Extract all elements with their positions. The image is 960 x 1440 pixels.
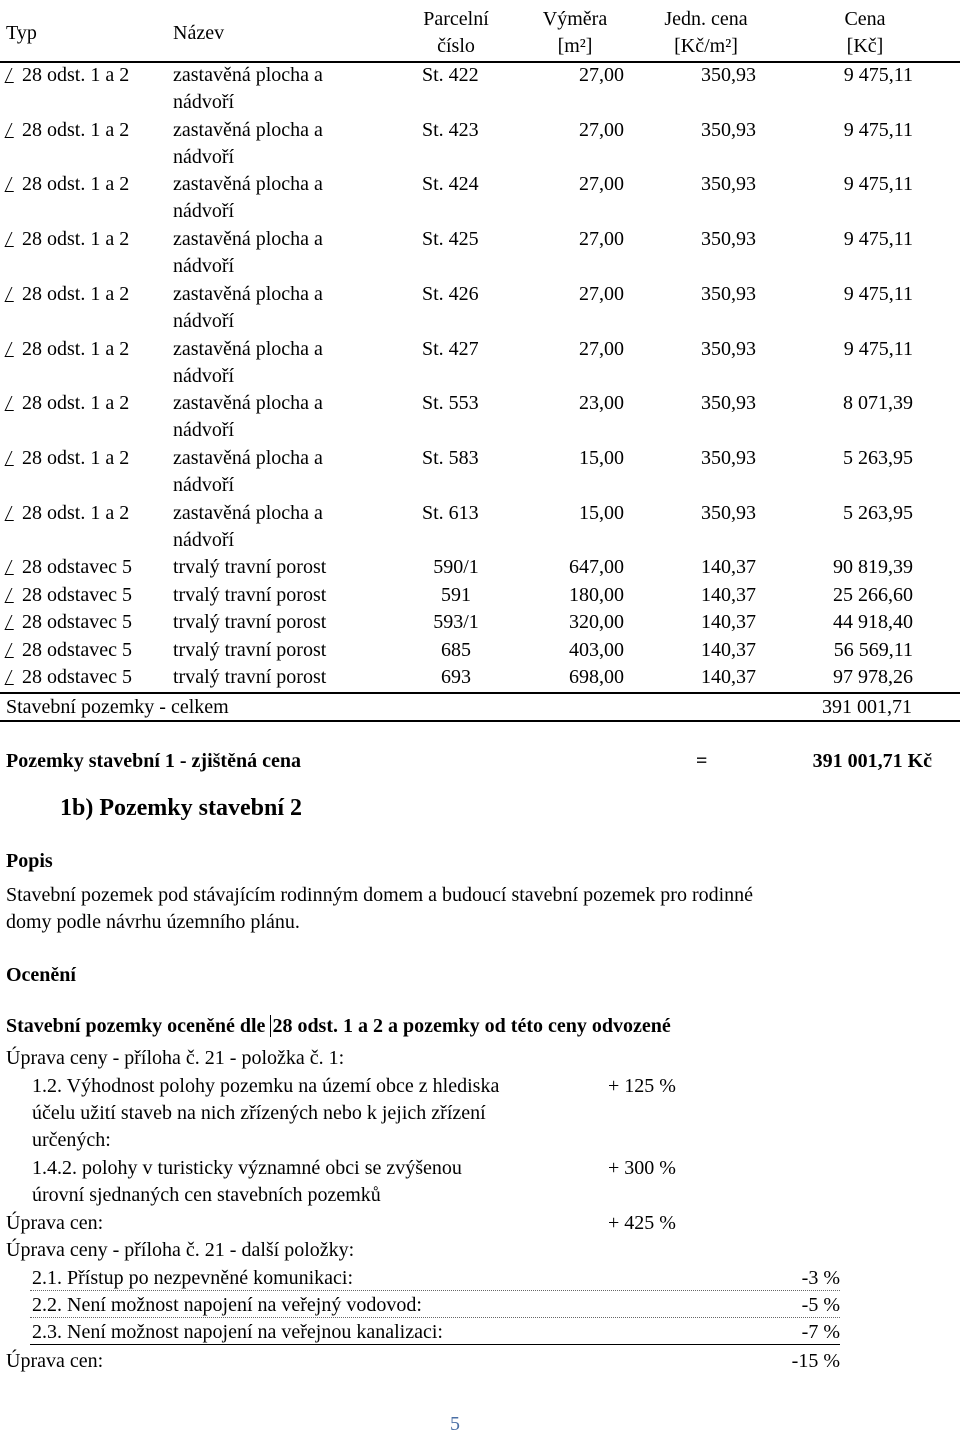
other-item-1-value: -3 % xyxy=(801,1267,840,1289)
row-marker-icon xyxy=(5,588,21,603)
row-marker-icon xyxy=(5,670,21,685)
header-parcel-2: číslo xyxy=(437,35,475,57)
cell-parcela: St. 423 xyxy=(422,118,479,141)
cell-nazev: zastavěná plocha a xyxy=(173,228,323,251)
cell-vymera: 23,00 xyxy=(579,392,624,415)
cell-parcela: 590/1 xyxy=(433,556,479,579)
cell-nazev-2: nádvoří xyxy=(173,255,235,278)
cell-nazev-2: nádvoří xyxy=(173,473,235,496)
cell-nazev: trvalý travní porost xyxy=(173,556,327,579)
cell-vymera: 27,00 xyxy=(579,337,624,360)
adjust-sum2-value: -15 % xyxy=(791,1350,840,1372)
cell-cena: 9 475,11 xyxy=(843,228,913,251)
cell-jedn-cena: 140,37 xyxy=(701,583,756,606)
cell-typ: 28 odst. 1 a 2 xyxy=(22,64,130,86)
cell-parcela: 593/1 xyxy=(433,611,479,634)
cell-vymera: 403,00 xyxy=(569,638,624,661)
valuation-subheading xyxy=(6,1013,671,1040)
cell-cena: 9 475,11 xyxy=(843,173,913,196)
cell-typ: 28 odstavec 5 xyxy=(22,665,132,688)
other-item-1-label: 2.1. Přístup po nezpevněné komunikaci: xyxy=(32,1267,354,1289)
row-marker-icon xyxy=(5,232,21,247)
adjust-item2-line1: 1.4.2. polohy v turisticky významné obci se zvýšenou xyxy=(32,1157,462,1179)
cell-cena: 5 263,95 xyxy=(843,501,913,524)
adjust-item1-line2: účelu užití staveb na nich zřízených nebo k jejich zřízení xyxy=(32,1102,486,1124)
cell-cena: 25 266,60 xyxy=(833,583,913,606)
cell-parcela: St. 426 xyxy=(422,282,479,305)
cell-typ: 28 odstavec 5 xyxy=(22,638,132,661)
cell-vymera: 647,00 xyxy=(569,556,624,579)
cell-nazev: trvalý travní porost xyxy=(173,583,327,606)
page-number: 5 xyxy=(450,1413,460,1435)
cell-cena: 56 569,11 xyxy=(833,638,913,661)
header-vymera-1: Výměra xyxy=(542,8,608,30)
cell-typ: 28 odst. 1 a 2 xyxy=(22,118,130,141)
cell-vymera: 27,00 xyxy=(579,173,624,196)
row-marker-icon xyxy=(5,643,21,658)
adjust-item1-line1: 1.2. Výhodnost polohy pozemku na území obce z hlediska xyxy=(32,1075,500,1097)
cell-jedn-cena: 350,93 xyxy=(701,446,756,469)
cell-typ: 28 odstavec 5 xyxy=(22,556,132,579)
cell-parcela: St. 613 xyxy=(422,501,479,524)
cell-cena: 9 475,11 xyxy=(843,282,913,305)
header-typ: Typ xyxy=(6,22,37,44)
cell-nazev: zastavěná plocha a xyxy=(173,118,323,141)
cell-parcela: St. 424 xyxy=(422,173,479,196)
cell-vymera: 27,00 xyxy=(579,118,624,141)
dotted-rule-2 xyxy=(30,1317,840,1318)
popis-line-1: Stavební pozemek pod stávajícím rodinným domem a budoucí stavební pozemek pro rodinné xyxy=(6,884,754,906)
summary-value: 391 001,71 Kč xyxy=(812,750,932,772)
cell-nazev: zastavěná plocha a xyxy=(173,173,323,196)
cell-jedn-cena: 350,93 xyxy=(701,228,756,251)
row-marker-icon xyxy=(5,123,21,138)
header-cena-1: Cena xyxy=(844,8,886,30)
adjust-head-1: Úprava ceny - příloha č. 21 - položka č. 1: xyxy=(6,1047,345,1069)
total-value: 391 001,71 xyxy=(822,696,912,718)
cell-vymera: 15,00 xyxy=(579,446,624,469)
cell-cena: 97 978,26 xyxy=(833,665,913,688)
row-marker-icon xyxy=(5,342,21,357)
adjust-sum2-label: Úprava cen: xyxy=(6,1350,104,1372)
adjust-item2-value: + 300 % xyxy=(608,1157,676,1179)
cell-jedn-cena: 350,93 xyxy=(701,118,756,141)
cell-parcela: 685 xyxy=(441,638,471,661)
cell-parcela: St. 422 xyxy=(422,64,479,86)
subheading-text-b: 28 odst. 1 a 2 a pozemky od této ceny odvozené xyxy=(272,1015,671,1037)
section-title: 1b) Pozemky stavební 2 xyxy=(60,795,302,821)
cell-cena: 8 071,39 xyxy=(843,392,913,415)
header-cena-2: [Kč] xyxy=(846,35,884,57)
cell-vymera: 698,00 xyxy=(569,665,624,688)
cell-cena: 9 475,11 xyxy=(843,64,913,86)
header-jedn-cena-2: [Kč/m²] xyxy=(674,35,738,57)
cell-typ: 28 odst. 1 a 2 xyxy=(22,282,130,305)
cell-nazev-2: nádvoří xyxy=(173,364,235,387)
row-marker-icon xyxy=(5,68,21,83)
adjust-item1-value: + 125 % xyxy=(608,1075,676,1097)
oceneni-heading: Ocenění xyxy=(6,964,76,986)
cell-nazev: zastavěná plocha a xyxy=(173,392,323,415)
cell-jedn-cena: 350,93 xyxy=(701,173,756,196)
cell-typ: 28 odst. 1 a 2 xyxy=(22,228,130,251)
cell-parcela: St. 427 xyxy=(422,337,479,360)
header-nazev: Název xyxy=(173,22,225,44)
other-item-3-label: 2.3. Není možnost napojení na veřejnou kanalizaci: xyxy=(32,1321,443,1343)
cell-cena: 44 918,40 xyxy=(833,611,913,634)
row-marker-icon xyxy=(5,177,21,192)
adjust-sum1-value: + 425 % xyxy=(608,1212,676,1234)
cell-vymera: 27,00 xyxy=(579,228,624,251)
cell-parcela: St. 553 xyxy=(422,392,479,415)
cell-typ: 28 odst. 1 a 2 xyxy=(22,392,130,415)
row-marker-icon xyxy=(5,615,21,630)
header-jedn-cena-1: Jedn. cena xyxy=(664,8,748,30)
cell-jedn-cena: 140,37 xyxy=(701,556,756,579)
row-marker-icon xyxy=(5,396,21,411)
cell-vymera: 15,00 xyxy=(579,501,624,524)
cell-jedn-cena: 140,37 xyxy=(701,665,756,688)
cell-jedn-cena: 350,93 xyxy=(701,64,756,86)
cell-nazev-2: nádvoří xyxy=(173,419,235,442)
cell-nazev-2: nádvoří xyxy=(173,528,235,551)
summary-label: Pozemky stavební 1 - zjištěná cena xyxy=(6,750,301,772)
popis-line-2: domy podle návrhu územního plánu. xyxy=(6,911,300,933)
cell-nazev: trvalý travní porost xyxy=(173,665,327,688)
cell-parcela: 591 xyxy=(441,583,471,606)
popis-heading: Popis xyxy=(6,850,53,872)
cell-vymera: 180,00 xyxy=(569,583,624,606)
other-item-2-label: 2.2. Není možnost napojení na veřejný vodovod: xyxy=(32,1294,422,1316)
cell-vymera: 27,00 xyxy=(579,282,624,305)
cell-jedn-cena: 350,93 xyxy=(701,392,756,415)
adjust-sum1-label: Úprava cen: xyxy=(6,1212,104,1234)
row-marker-icon xyxy=(5,560,21,575)
cell-typ: 28 odstavec 5 xyxy=(22,611,132,634)
cell-nazev: zastavěná plocha a xyxy=(173,64,323,86)
cell-nazev: trvalý travní porost xyxy=(173,638,327,661)
subheading-text-a: Stavební pozemky oceněné dle xyxy=(6,1015,271,1037)
cell-cena: 9 475,11 xyxy=(843,337,913,360)
cell-vymera: 27,00 xyxy=(579,64,624,86)
cell-parcela: 693 xyxy=(441,665,471,688)
cell-vymera: 320,00 xyxy=(569,611,624,634)
cell-nazev: zastavěná plocha a xyxy=(173,446,323,469)
cell-jedn-cena: 140,37 xyxy=(701,638,756,661)
adjust-item2-line2: úrovní sjednaných cen stavebních pozemků xyxy=(32,1184,381,1206)
dotted-rule-1 xyxy=(30,1290,840,1291)
cell-cena: 9 475,11 xyxy=(843,118,913,141)
cell-cena: 5 263,95 xyxy=(843,446,913,469)
cell-typ: 28 odst. 1 a 2 xyxy=(22,337,130,360)
cell-typ: 28 odstavec 5 xyxy=(22,583,132,606)
cell-parcela: St. 425 xyxy=(422,228,479,251)
row-marker-icon xyxy=(5,287,21,302)
total-label: Stavební pozemky - celkem xyxy=(6,696,229,718)
cell-nazev: zastavěná plocha a xyxy=(173,501,323,524)
total-rule-bottom xyxy=(0,720,960,722)
solid-rule xyxy=(30,1344,840,1345)
cell-parcela: St. 583 xyxy=(422,446,479,469)
cell-jedn-cena: 140,37 xyxy=(701,611,756,634)
cell-typ: 28 odst. 1 a 2 xyxy=(22,501,130,524)
summary-eq: = xyxy=(696,750,708,772)
cell-nazev: zastavěná plocha a xyxy=(173,282,323,305)
cell-nazev-2: nádvoří xyxy=(173,145,235,168)
row-marker-icon xyxy=(5,506,21,521)
cell-jedn-cena: 350,93 xyxy=(701,282,756,305)
cell-cena: 90 819,39 xyxy=(833,556,913,579)
cell-nazev-2: nádvoří xyxy=(173,91,235,113)
cell-jedn-cena: 350,93 xyxy=(701,337,756,360)
other-item-2-value: -5 % xyxy=(801,1294,840,1316)
header-parcel-1: Parcelní xyxy=(423,8,489,30)
cell-nazev-2: nádvoří xyxy=(173,200,235,223)
row-marker-icon xyxy=(5,451,21,466)
cell-nazev-2: nádvoří xyxy=(173,309,235,332)
header-vymera-2: [m²] xyxy=(557,35,593,57)
other-item-3-value: -7 % xyxy=(801,1321,840,1343)
cell-nazev: trvalý travní porost xyxy=(173,611,327,634)
adjust-head-2: Úprava ceny - příloha č. 21 - další položky: xyxy=(6,1239,355,1261)
cell-typ: 28 odst. 1 a 2 xyxy=(22,173,130,196)
cell-typ: 28 odst. 1 a 2 xyxy=(22,446,130,469)
adjust-item1-line3: určených: xyxy=(32,1129,111,1151)
cell-nazev: zastavěná plocha a xyxy=(173,337,323,360)
cell-jedn-cena: 350,93 xyxy=(701,501,756,524)
